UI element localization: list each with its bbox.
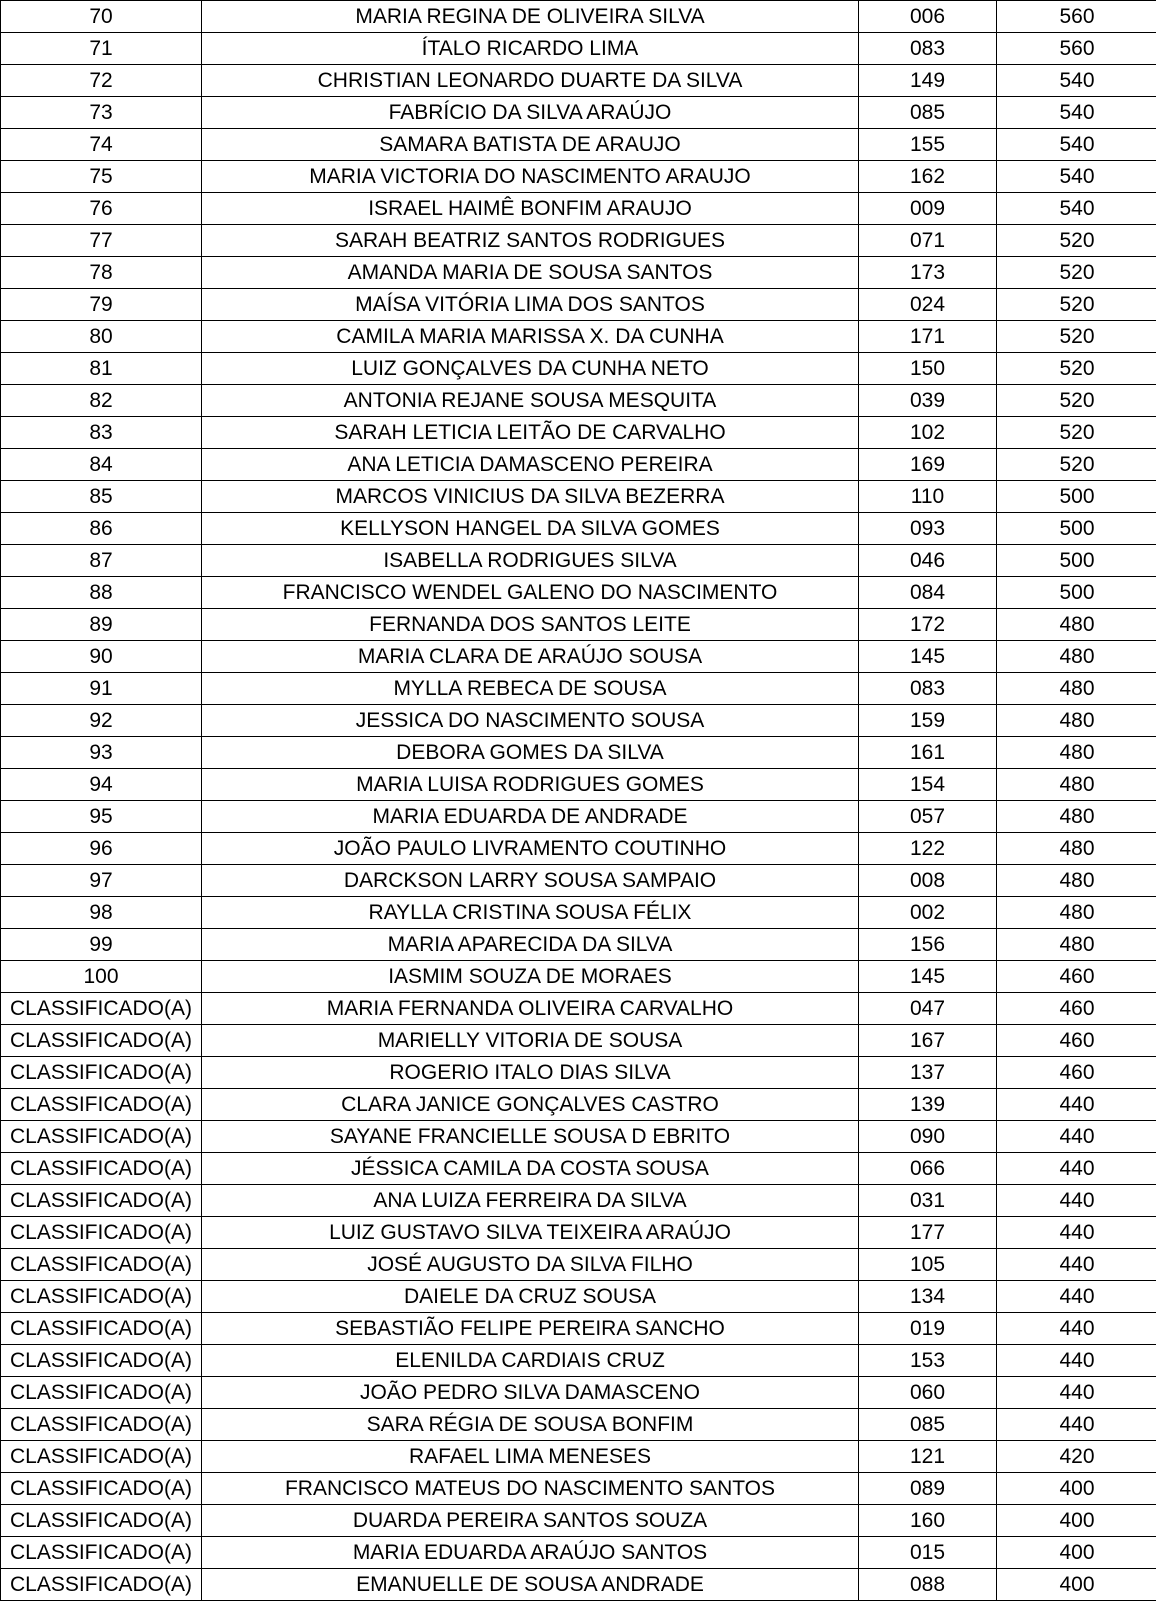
table-row <box>1 1409 1156 1441</box>
table-row <box>1 961 1156 993</box>
name-cell: SARAH LETICIA LEITÃO DE CARVALHO <box>202 417 859 449</box>
name-cell: KELLYSON HANGEL DA SILVA GOMES <box>202 513 859 545</box>
rank-cell: 75 <box>1 161 202 193</box>
score-cell: 520 <box>997 225 1156 257</box>
name-cell: ANTONIA REJANE SOUSA MESQUITA <box>202 385 859 417</box>
score-cell: 500 <box>997 577 1156 609</box>
score-cell: 480 <box>997 641 1156 673</box>
name-cell: JOÃO PEDRO SILVA DAMASCENO <box>202 1377 859 1409</box>
score-cell: 460 <box>997 1025 1156 1057</box>
score-cell: 520 <box>997 321 1156 353</box>
table-row <box>1 801 1156 833</box>
name-cell: MARIA VICTORIA DO NASCIMENTO ARAUJO <box>202 161 859 193</box>
table-row <box>1 641 1156 673</box>
table-row <box>1 1089 1156 1121</box>
table-row <box>1 673 1156 705</box>
table-row <box>1 257 1156 289</box>
code-cell: 009 <box>859 193 997 225</box>
rank-cell: 79 <box>1 289 202 321</box>
code-cell: 105 <box>859 1249 997 1281</box>
name-cell: MARIA FERNANDA OLIVEIRA CARVALHO <box>202 993 859 1025</box>
table-row <box>1 97 1156 129</box>
rank-cell: 89 <box>1 609 202 641</box>
code-cell: 162 <box>859 161 997 193</box>
score-cell: 400 <box>997 1505 1156 1537</box>
code-cell: 145 <box>859 641 997 673</box>
name-cell: AMANDA MARIA DE SOUSA SANTOS <box>202 257 859 289</box>
name-cell: ÍTALO RICARDO LIMA <box>202 33 859 65</box>
score-cell: 520 <box>997 449 1156 481</box>
table-row <box>1 1249 1156 1281</box>
score-cell: 440 <box>997 1313 1156 1345</box>
name-cell: ROGERIO ITALO DIAS SILVA <box>202 1057 859 1089</box>
name-cell: DAIELE DA CRUZ SOUSA <box>202 1281 859 1313</box>
name-cell: LUIZ GUSTAVO SILVA TEIXEIRA ARAÚJO <box>202 1217 859 1249</box>
score-cell: 440 <box>997 1281 1156 1313</box>
name-cell: SAMARA BATISTA DE ARAUJO <box>202 129 859 161</box>
code-cell: 150 <box>859 353 997 385</box>
rank-cell: CLASSIFICADO(A) <box>1 1249 202 1281</box>
rank-cell: 72 <box>1 65 202 97</box>
table-row <box>1 897 1156 929</box>
table-row <box>1 353 1156 385</box>
table-row <box>1 1569 1156 1601</box>
code-cell: 110 <box>859 481 997 513</box>
code-cell: 084 <box>859 577 997 609</box>
score-cell: 520 <box>997 417 1156 449</box>
table-row <box>1 865 1156 897</box>
rank-cell: 86 <box>1 513 202 545</box>
code-cell: 006 <box>859 1 997 33</box>
rank-cell: CLASSIFICADO(A) <box>1 1185 202 1217</box>
table-row <box>1 833 1156 865</box>
name-cell: CHRISTIAN LEONARDO DUARTE DA SILVA <box>202 65 859 97</box>
name-cell: MAÍSA VITÓRIA LIMA DOS SANTOS <box>202 289 859 321</box>
rank-cell: CLASSIFICADO(A) <box>1 1345 202 1377</box>
code-cell: 046 <box>859 545 997 577</box>
code-cell: 173 <box>859 257 997 289</box>
table-row <box>1 1121 1156 1153</box>
score-cell: 560 <box>997 33 1156 65</box>
table-row <box>1 225 1156 257</box>
name-cell: RAFAEL LIMA MENESES <box>202 1441 859 1473</box>
code-cell: 085 <box>859 97 997 129</box>
score-cell: 480 <box>997 833 1156 865</box>
rank-cell: CLASSIFICADO(A) <box>1 1473 202 1505</box>
name-cell: ANA LUIZA FERREIRA DA SILVA <box>202 1185 859 1217</box>
rank-cell: CLASSIFICADO(A) <box>1 1025 202 1057</box>
table-row <box>1 929 1156 961</box>
code-cell: 085 <box>859 1409 997 1441</box>
table-row <box>1 481 1156 513</box>
rank-cell: 76 <box>1 193 202 225</box>
name-cell: LUIZ GONÇALVES DA CUNHA NETO <box>202 353 859 385</box>
name-cell: SEBASTIÃO FELIPE PEREIRA SANCHO <box>202 1313 859 1345</box>
name-cell: DUARDA PEREIRA SANTOS SOUZA <box>202 1505 859 1537</box>
table-row <box>1 1313 1156 1345</box>
score-cell: 440 <box>997 1185 1156 1217</box>
score-cell: 500 <box>997 545 1156 577</box>
name-cell: SARAH BEATRIZ SANTOS RODRIGUES <box>202 225 859 257</box>
score-cell: 440 <box>997 1249 1156 1281</box>
table-row <box>1 129 1156 161</box>
code-cell: 154 <box>859 769 997 801</box>
code-cell: 031 <box>859 1185 997 1217</box>
rank-cell: CLASSIFICADO(A) <box>1 1569 202 1601</box>
code-cell: 083 <box>859 33 997 65</box>
name-cell: MARCOS VINICIUS DA SILVA BEZERRA <box>202 481 859 513</box>
score-cell: 480 <box>997 865 1156 897</box>
score-cell: 420 <box>997 1441 1156 1473</box>
score-cell: 460 <box>997 1057 1156 1089</box>
table-row <box>1 33 1156 65</box>
name-cell: JOSÉ AUGUSTO DA SILVA FILHO <box>202 1249 859 1281</box>
table-row <box>1 417 1156 449</box>
code-cell: 060 <box>859 1377 997 1409</box>
table-row <box>1 1505 1156 1537</box>
score-cell: 440 <box>997 1377 1156 1409</box>
table-row <box>1 1025 1156 1057</box>
table-row <box>1 1473 1156 1505</box>
name-cell: JESSICA DO NASCIMENTO SOUSA <box>202 705 859 737</box>
code-cell: 083 <box>859 673 997 705</box>
table-row <box>1 1345 1156 1377</box>
score-cell: 480 <box>997 673 1156 705</box>
rank-cell: CLASSIFICADO(A) <box>1 1409 202 1441</box>
score-cell: 460 <box>997 961 1156 993</box>
score-cell: 480 <box>997 609 1156 641</box>
code-cell: 161 <box>859 737 997 769</box>
score-cell: 540 <box>997 65 1156 97</box>
rank-cell: CLASSIFICADO(A) <box>1 1153 202 1185</box>
code-cell: 153 <box>859 1345 997 1377</box>
score-cell: 540 <box>997 161 1156 193</box>
table-row <box>1 577 1156 609</box>
rank-cell: CLASSIFICADO(A) <box>1 1377 202 1409</box>
code-cell: 015 <box>859 1537 997 1569</box>
code-cell: 088 <box>859 1569 997 1601</box>
name-cell: DARCKSON LARRY SOUSA SAMPAIO <box>202 865 859 897</box>
score-cell: 440 <box>997 1153 1156 1185</box>
name-cell: MARIA CLARA DE ARAÚJO SOUSA <box>202 641 859 673</box>
score-cell: 480 <box>997 705 1156 737</box>
name-cell: MARIA REGINA DE OLIVEIRA SILVA <box>202 1 859 33</box>
code-cell: 139 <box>859 1089 997 1121</box>
table-row <box>1 289 1156 321</box>
code-cell: 019 <box>859 1313 997 1345</box>
name-cell: MARIELLY VITORIA DE SOUSA <box>202 1025 859 1057</box>
name-cell: EMANUELLE DE SOUSA ANDRADE <box>202 1569 859 1601</box>
table-row <box>1 1281 1156 1313</box>
table-row <box>1 513 1156 545</box>
rank-cell: CLASSIFICADO(A) <box>1 1537 202 1569</box>
rank-cell: CLASSIFICADO(A) <box>1 1121 202 1153</box>
code-cell: 039 <box>859 385 997 417</box>
rank-cell: 71 <box>1 33 202 65</box>
score-cell: 480 <box>997 769 1156 801</box>
code-cell: 137 <box>859 1057 997 1089</box>
name-cell: IASMIM SOUZA DE MORAES <box>202 961 859 993</box>
name-cell: MARIA APARECIDA DA SILVA <box>202 929 859 961</box>
rank-cell: 80 <box>1 321 202 353</box>
rank-cell: 82 <box>1 385 202 417</box>
name-cell: FABRÍCIO DA SILVA ARAÚJO <box>202 97 859 129</box>
name-cell: FRANCISCO MATEUS DO NASCIMENTO SANTOS <box>202 1473 859 1505</box>
score-cell: 540 <box>997 129 1156 161</box>
name-cell: JÉSSICA CAMILA DA COSTA SOUSA <box>202 1153 859 1185</box>
table-row <box>1 321 1156 353</box>
name-cell: ANA LETICIA DAMASCENO PEREIRA <box>202 449 859 481</box>
results-table-body <box>1 1 1156 1601</box>
table-row <box>1 65 1156 97</box>
rank-cell: 95 <box>1 801 202 833</box>
table-row <box>1 1 1156 33</box>
table-row <box>1 769 1156 801</box>
name-cell: RAYLLA CRISTINA SOUSA FÉLIX <box>202 897 859 929</box>
name-cell: JOÃO PAULO LIVRAMENTO COUTINHO <box>202 833 859 865</box>
code-cell: 156 <box>859 929 997 961</box>
rank-cell: 73 <box>1 97 202 129</box>
code-cell: 102 <box>859 417 997 449</box>
rank-cell: 100 <box>1 961 202 993</box>
code-cell: 002 <box>859 897 997 929</box>
code-cell: 089 <box>859 1473 997 1505</box>
score-cell: 400 <box>997 1537 1156 1569</box>
name-cell: DEBORA GOMES DA SILVA <box>202 737 859 769</box>
rank-cell: 85 <box>1 481 202 513</box>
rank-cell: CLASSIFICADO(A) <box>1 1281 202 1313</box>
score-cell: 400 <box>997 1569 1156 1601</box>
code-cell: 121 <box>859 1441 997 1473</box>
table-row <box>1 1185 1156 1217</box>
code-cell: 145 <box>859 961 997 993</box>
rank-cell: 83 <box>1 417 202 449</box>
table-row <box>1 1377 1156 1409</box>
score-cell: 520 <box>997 385 1156 417</box>
score-cell: 400 <box>997 1473 1156 1505</box>
score-cell: 440 <box>997 1089 1156 1121</box>
score-cell: 440 <box>997 1217 1156 1249</box>
name-cell: MARIA EDUARDA ARAÚJO SANTOS <box>202 1537 859 1569</box>
code-cell: 090 <box>859 1121 997 1153</box>
rank-cell: 87 <box>1 545 202 577</box>
table-row <box>1 737 1156 769</box>
rank-cell: 92 <box>1 705 202 737</box>
code-cell: 167 <box>859 1025 997 1057</box>
rank-cell: 78 <box>1 257 202 289</box>
name-cell: SARA RÉGIA DE SOUSA BONFIM <box>202 1409 859 1441</box>
table-row <box>1 545 1156 577</box>
rank-cell: 70 <box>1 1 202 33</box>
rank-cell: 88 <box>1 577 202 609</box>
table-row <box>1 1441 1156 1473</box>
score-cell: 440 <box>997 1409 1156 1441</box>
name-cell: SAYANE FRANCIELLE SOUSA D EBRITO <box>202 1121 859 1153</box>
score-cell: 480 <box>997 897 1156 929</box>
name-cell: ELENILDA CARDIAIS CRUZ <box>202 1345 859 1377</box>
table-row <box>1 705 1156 737</box>
score-cell: 500 <box>997 481 1156 513</box>
score-cell: 440 <box>997 1345 1156 1377</box>
score-cell: 520 <box>997 257 1156 289</box>
name-cell: MYLLA REBECA DE SOUSA <box>202 673 859 705</box>
rank-cell: CLASSIFICADO(A) <box>1 1217 202 1249</box>
table-row <box>1 1537 1156 1569</box>
rank-cell: 77 <box>1 225 202 257</box>
table-row <box>1 449 1156 481</box>
name-cell: FRANCISCO WENDEL GALENO DO NASCIMENTO <box>202 577 859 609</box>
score-cell: 480 <box>997 801 1156 833</box>
name-cell: FERNANDA DOS SANTOS LEITE <box>202 609 859 641</box>
score-cell: 480 <box>997 929 1156 961</box>
code-cell: 024 <box>859 289 997 321</box>
code-cell: 159 <box>859 705 997 737</box>
rank-cell: CLASSIFICADO(A) <box>1 1313 202 1345</box>
rank-cell: 96 <box>1 833 202 865</box>
score-cell: 560 <box>997 1 1156 33</box>
table-row <box>1 1153 1156 1185</box>
score-cell: 520 <box>997 289 1156 321</box>
rank-cell: CLASSIFICADO(A) <box>1 1441 202 1473</box>
score-cell: 500 <box>997 513 1156 545</box>
code-cell: 172 <box>859 609 997 641</box>
rank-cell: 98 <box>1 897 202 929</box>
score-cell: 440 <box>997 1121 1156 1153</box>
rank-cell: 90 <box>1 641 202 673</box>
rank-cell: 81 <box>1 353 202 385</box>
rank-cell: CLASSIFICADO(A) <box>1 993 202 1025</box>
code-cell: 093 <box>859 513 997 545</box>
name-cell: ISABELLA RODRIGUES SILVA <box>202 545 859 577</box>
table-row <box>1 609 1156 641</box>
name-cell: MARIA EDUARDA DE ANDRADE <box>202 801 859 833</box>
rank-cell: 93 <box>1 737 202 769</box>
score-cell: 540 <box>997 193 1156 225</box>
rank-cell: CLASSIFICADO(A) <box>1 1089 202 1121</box>
code-cell: 008 <box>859 865 997 897</box>
name-cell: ISRAEL HAIMÊ BONFIM ARAUJO <box>202 193 859 225</box>
code-cell: 122 <box>859 833 997 865</box>
code-cell: 134 <box>859 1281 997 1313</box>
code-cell: 177 <box>859 1217 997 1249</box>
score-cell: 480 <box>997 737 1156 769</box>
score-cell: 540 <box>997 97 1156 129</box>
code-cell: 149 <box>859 65 997 97</box>
code-cell: 071 <box>859 225 997 257</box>
code-cell: 171 <box>859 321 997 353</box>
name-cell: MARIA LUISA RODRIGUES GOMES <box>202 769 859 801</box>
score-cell: 460 <box>997 993 1156 1025</box>
table-row <box>1 993 1156 1025</box>
score-cell: 520 <box>997 353 1156 385</box>
code-cell: 169 <box>859 449 997 481</box>
table-row <box>1 1057 1156 1089</box>
rank-cell: 97 <box>1 865 202 897</box>
name-cell: CAMILA MARIA MARISSA X. DA CUNHA <box>202 321 859 353</box>
rank-cell: 74 <box>1 129 202 161</box>
rank-cell: 99 <box>1 929 202 961</box>
rank-cell: 84 <box>1 449 202 481</box>
table-row <box>1 385 1156 417</box>
rank-cell: 91 <box>1 673 202 705</box>
code-cell: 155 <box>859 129 997 161</box>
rank-cell: CLASSIFICADO(A) <box>1 1505 202 1537</box>
code-cell: 057 <box>859 801 997 833</box>
rank-cell: CLASSIFICADO(A) <box>1 1057 202 1089</box>
name-cell: CLARA JANICE GONÇALVES CASTRO <box>202 1089 859 1121</box>
code-cell: 160 <box>859 1505 997 1537</box>
table-row <box>1 193 1156 225</box>
code-cell: 066 <box>859 1153 997 1185</box>
rank-cell: 94 <box>1 769 202 801</box>
code-cell: 047 <box>859 993 997 1025</box>
table-row <box>1 161 1156 193</box>
table-row <box>1 1217 1156 1249</box>
